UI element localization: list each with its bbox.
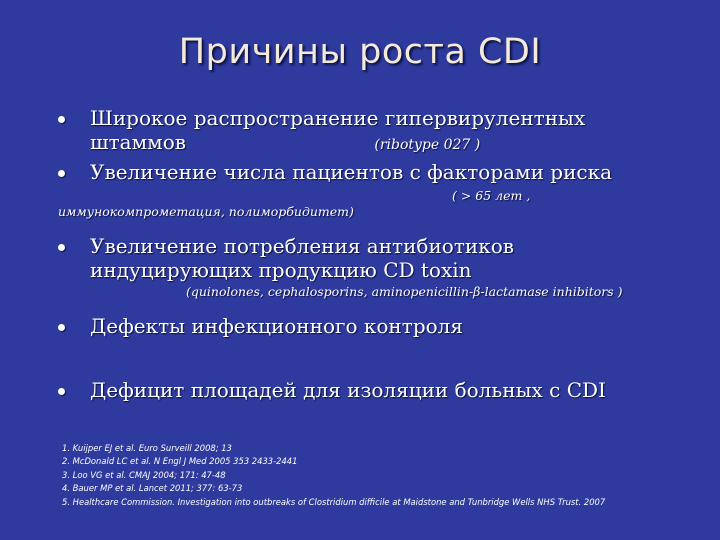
bullet-dot bbox=[58, 324, 65, 331]
bullet-text: индуцирующих продукцию CD toxin bbox=[90, 258, 472, 282]
slide-title: Причины роста CDI bbox=[178, 32, 542, 72]
bullet-dot bbox=[58, 244, 65, 251]
bullet-text: Увеличение потребления антибиотиков bbox=[90, 234, 515, 258]
bullet-risk-factors bbox=[58, 160, 698, 220]
reference-item: 3. Loo VG et al. CMAJ 2004; 171: 47-48 bbox=[62, 469, 226, 480]
bullet-text: Дефицит площадей для изоляции больных с CDI bbox=[90, 378, 606, 402]
bullet-note: ( > 65 лет , bbox=[452, 188, 531, 203]
bullet-antibiotics bbox=[58, 234, 698, 300]
bullet-isolation-space bbox=[58, 378, 698, 402]
bullet-text: Дефекты инфекционного контроля bbox=[90, 314, 463, 338]
reference-item: 4. Bauer MP et al. Lancet 2011; 377: 63-73 bbox=[62, 483, 243, 494]
bullet-note: (quinolones, cephalosporins, aminopenicillin-β-lactamase inhibitors ) bbox=[186, 284, 623, 299]
bullet-text-line2: штаммов bbox=[90, 130, 186, 154]
bullet-note: (ribotype 027 ) bbox=[374, 137, 481, 153]
bullet-list bbox=[58, 106, 698, 402]
bullet-dot bbox=[58, 170, 65, 177]
reference-item: 2. McDonald LC et al. N Engl J Med 2005 353 2433-2441 bbox=[62, 456, 298, 467]
reference-item: 1. Kuijper EJ et al. Euro Surveill 2008; 13 bbox=[62, 443, 232, 453]
bullet-note: иммунокомпрометация, полиморбидитет) bbox=[58, 204, 354, 219]
bullet-dot bbox=[58, 116, 65, 123]
bullet-infection-control bbox=[58, 314, 698, 338]
references bbox=[62, 442, 702, 509]
reference-item: 5. Healthcare Commission. Investigation into outbreaks of Clostridium difficile at Maidstone and Tunbridge Wells NHS Trust. 2007 bbox=[62, 496, 606, 507]
bullet-dot bbox=[58, 388, 65, 395]
bullet-text: Широкое распространение гипервирулентных bbox=[90, 106, 586, 130]
bullet-text: Увеличение числа пациентов с факторами риска bbox=[90, 160, 613, 184]
bullet-hypervirulent-strains bbox=[58, 106, 698, 154]
bullet-text bbox=[90, 130, 698, 154]
